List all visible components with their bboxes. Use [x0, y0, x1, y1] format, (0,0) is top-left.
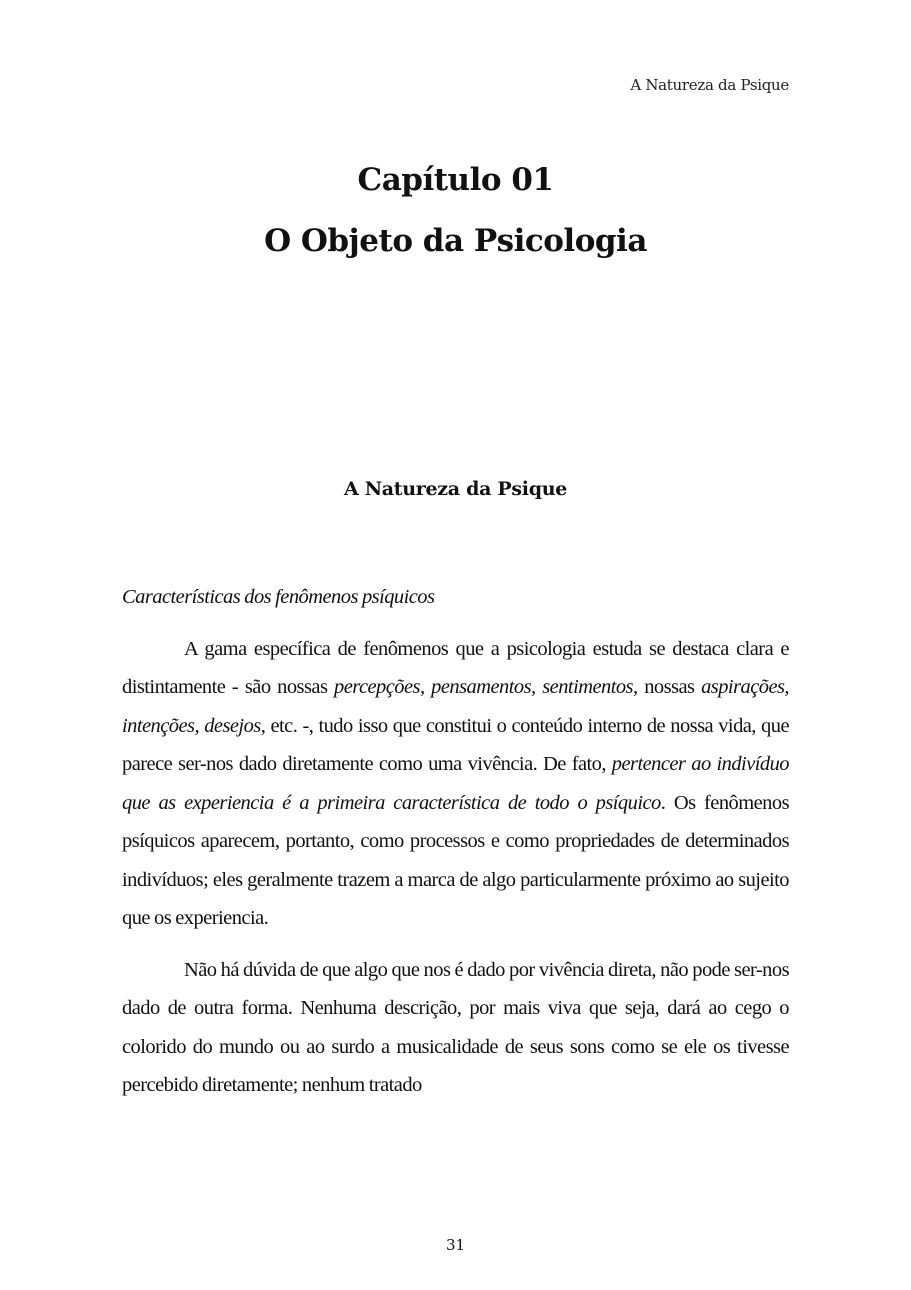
- text-run: Não há dúvida de que algo que nos é dado por vivência direta, não pode ser-nos dado de outra forma. Nenhuma descrição, por mais viva que seja, dará ao cego o colorido do mundo ou ao surdo a musicalidade de seus sons como se ele os tivesse percebido diretamente; nenhum tratado: [122, 958, 789, 1096]
- emphasis-text: pertencer ao indivíduo que as experiencia é a primeira característica de todo o psíquico: [122, 753, 789, 814]
- text-run: . Os fenômenos psíquicos aparecem, portanto, como processos e como propriedades de determinados indivíduos; eles geralmente trazem a marca de algo particularmente próximo ao sujeito que os experiencia.: [122, 791, 790, 929]
- subsection-heading: Características dos fenômenos psíquicos: [122, 586, 435, 608]
- emphasis-text: aspirações, intenções, desejos: [122, 676, 789, 737]
- chapter-number: Capítulo 01: [357, 162, 554, 198]
- chapter-heading: [0, 150, 911, 272]
- running-header: A Natureza da Psique: [630, 76, 789, 94]
- body-text: [122, 578, 789, 1118]
- paragraph: [122, 630, 789, 938]
- emphasis-text: percepções, pensamentos, sentimentos: [334, 676, 633, 698]
- chapter-title: O Objeto da Psicologia: [264, 223, 647, 259]
- text-run: A gama específica de fenômenos que a psicologia estuda se destaca clara e distintamente - são nossas: [122, 637, 789, 698]
- text-run: , etc. -, tudo isso que constitui o conteúdo interno de nossa vida, que parece ser-nos dado diretamente como uma vivência. De fato,: [122, 714, 790, 775]
- page-number: 31: [445, 1236, 466, 1254]
- section-title: A Natureza da Psique: [343, 478, 568, 500]
- text-run: , nossas: [633, 676, 702, 698]
- paragraph: [122, 951, 789, 1105]
